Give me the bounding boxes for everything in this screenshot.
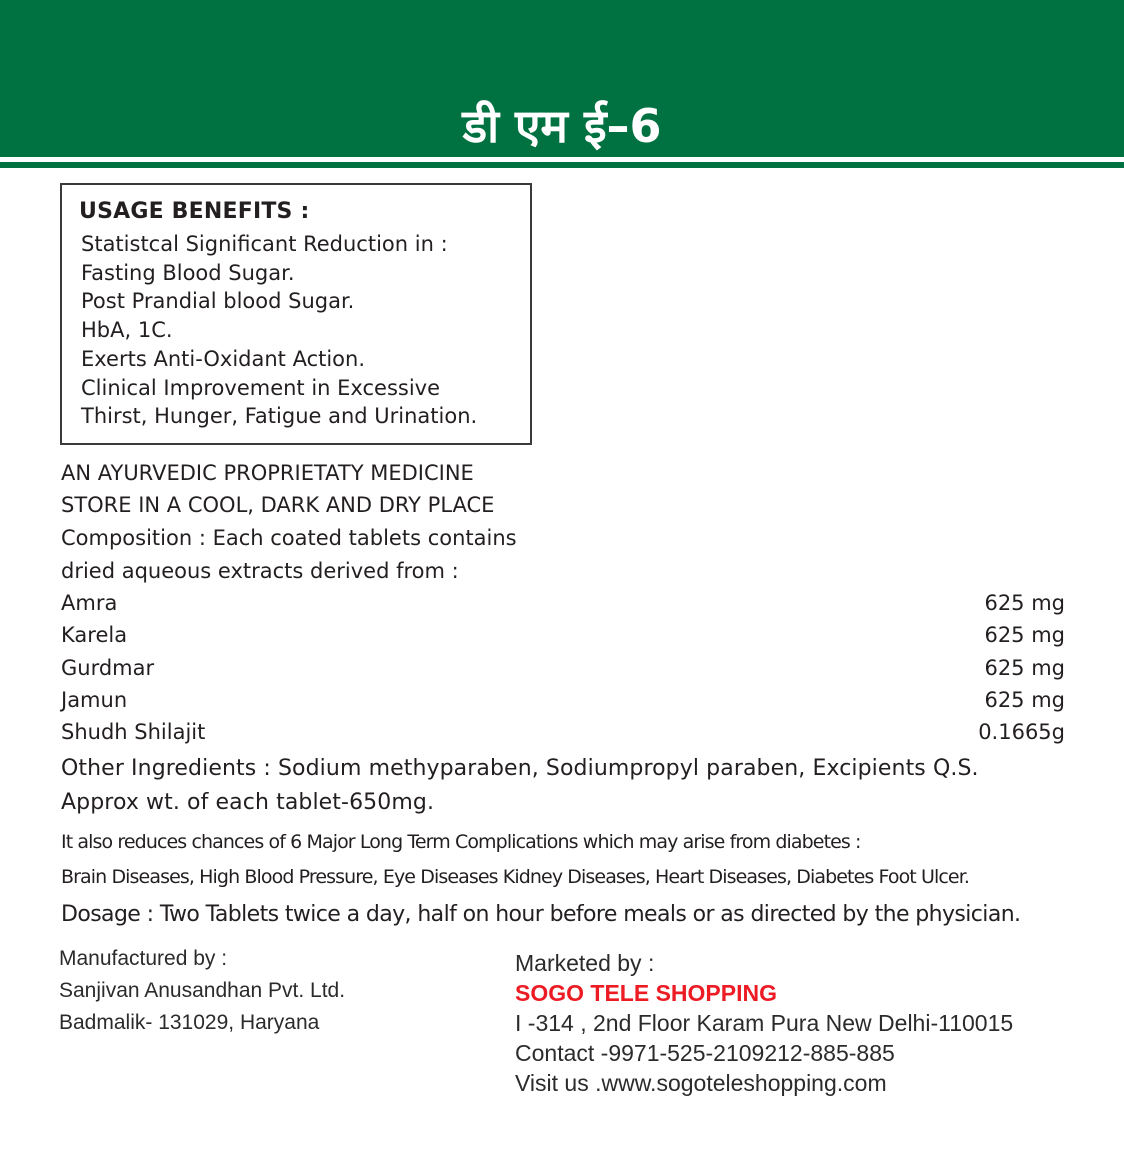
benefit-item: Statistcal Significant Reduction in : bbox=[81, 232, 448, 256]
marketer-block bbox=[515, 948, 1013, 1098]
product-title: डी एम ई–6 bbox=[462, 99, 662, 153]
manufacturer-address: Badmalik- 131029, Haryana bbox=[59, 1011, 320, 1034]
marketer-label: Marketed by : bbox=[515, 950, 655, 976]
ingredient-amount: 625 mg bbox=[984, 591, 1065, 615]
manufacturer-name: Sanjivan Anusandhan Pvt. Ltd. bbox=[59, 979, 346, 1002]
ingredient-amount: 625 mg bbox=[984, 656, 1065, 680]
usage-benefits-list bbox=[81, 230, 477, 431]
ingredient-amount: 625 mg bbox=[984, 623, 1065, 647]
dosage-instructions: Dosage : Two Tablets twice a day, half on hour before meals or as directed by the physician. bbox=[61, 902, 1021, 927]
header-divider bbox=[0, 162, 1124, 168]
marketer-name: SOGO TELE SHOPPING bbox=[515, 980, 777, 1006]
ingredient-amount: 0.1665g bbox=[978, 720, 1065, 744]
ingredient-name: Shudh Shilajit bbox=[61, 720, 206, 744]
composition-heading: Composition : Each coated tablets contains bbox=[61, 526, 517, 550]
manufacturer-block bbox=[59, 943, 345, 1039]
medicine-type: AN AYURVEDIC PROPRIETATY MEDICINE bbox=[61, 461, 474, 485]
usage-benefits-box bbox=[60, 183, 532, 445]
ingredient-name: Jamun bbox=[61, 688, 128, 712]
benefit-item: Post Prandial blood Sugar. bbox=[81, 289, 355, 314]
composition-row bbox=[61, 587, 1065, 619]
marketer-address: I -314 , 2nd Floor Karam Pura New Delhi-110015 bbox=[515, 1010, 1014, 1036]
storage-instructions: STORE IN A COOL, DARK AND DRY PLACE bbox=[61, 493, 495, 517]
header-banner bbox=[0, 0, 1124, 157]
ingredient-name: Amra bbox=[61, 591, 118, 615]
marketer-website: Visit us .www.sogoteleshopping.com bbox=[515, 1070, 887, 1096]
complications-intro: It also reduces chances of 6 Major Long Term Complications which may arise from diabetes : bbox=[61, 831, 861, 853]
ingredient-name: Karela bbox=[61, 623, 128, 647]
benefit-item: Thirst, Hunger, Fatigue and Urination. bbox=[81, 404, 478, 429]
composition-subheading: dried aqueous extracts derived from : bbox=[61, 559, 459, 583]
composition-row bbox=[61, 716, 1065, 748]
complications-list: Brain Diseases, High Blood Pressure, Eye Diseases Kidney Diseases, Heart Diseases, Diabetes Foot Ulcer. bbox=[61, 866, 970, 888]
ingredient-amount: 625 mg bbox=[984, 688, 1065, 712]
tablet-weight: Approx wt. of each tablet-650mg. bbox=[61, 790, 435, 815]
ingredient-name: Gurdmar bbox=[61, 656, 155, 680]
marketer-contact: Contact -9971-525-2109212-885-885 bbox=[515, 1040, 895, 1066]
composition-row bbox=[61, 619, 1065, 651]
manufacturer-label: Manufactured by : bbox=[59, 947, 228, 970]
other-ingredients: Other Ingredients : Sodium methyparaben, Sodiumpropyl paraben, Excipients Q.S. bbox=[61, 756, 979, 781]
benefit-item: HbA, 1C. bbox=[81, 318, 173, 343]
benefit-item: Exerts Anti-Oxidant Action. bbox=[81, 346, 366, 371]
benefit-item: Clinical Improvement in Excessive bbox=[81, 375, 441, 400]
usage-benefits-title: USAGE BENEFITS : bbox=[79, 199, 310, 224]
composition-row bbox=[61, 652, 1065, 684]
benefit-item: Fasting Blood Sugar. bbox=[81, 260, 295, 285]
composition-row bbox=[61, 684, 1065, 716]
